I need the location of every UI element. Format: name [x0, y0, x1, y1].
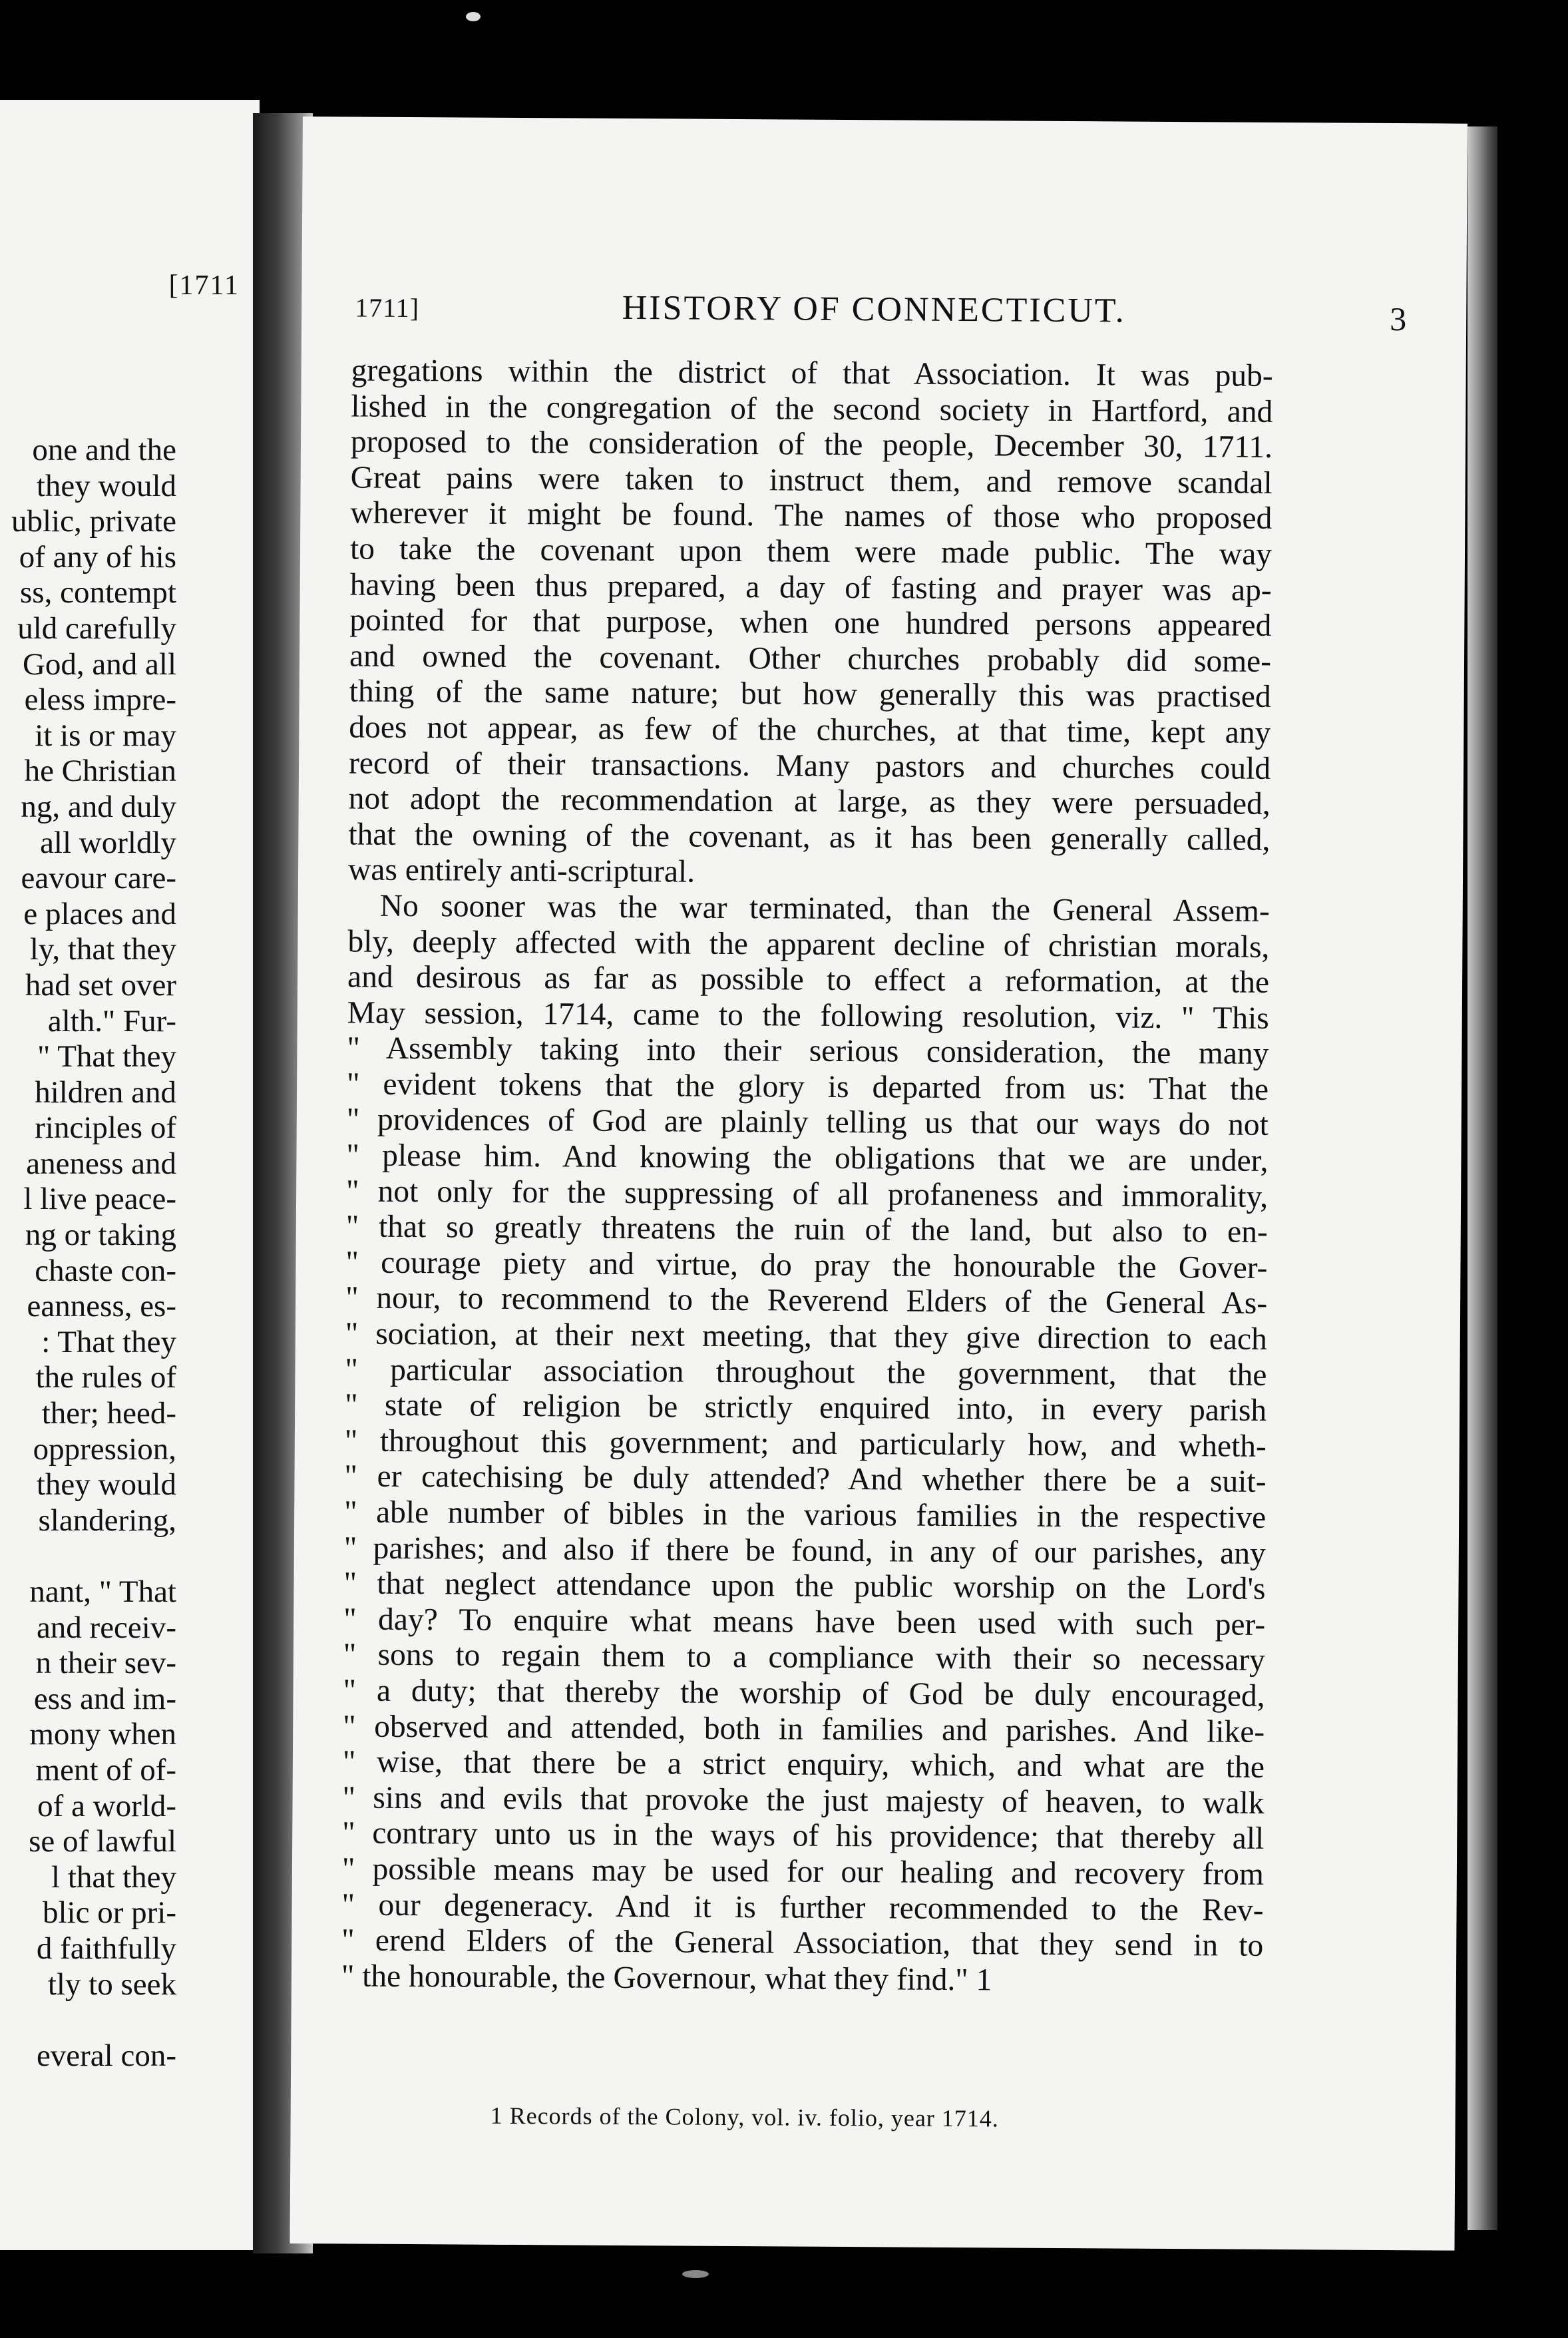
text-line: No sooner was the war terminated, than the General Assem-	[379, 888, 1270, 929]
left-page-line: se of lawful	[29, 1824, 176, 1859]
left-page-line: nant, " That	[29, 1574, 176, 1609]
left-page-line: mony when	[29, 1717, 176, 1752]
text-line: and owned the covenant. Other churches probably did some-	[349, 638, 1272, 679]
text-line: " evident tokens that the glory is departed from us: That the	[346, 1066, 1269, 1107]
left-page-line: everal con-	[36, 2038, 176, 2073]
left-page-line: uld carefully	[17, 610, 176, 646]
text-line: Great pains were taken to instruct them, and remove scandal	[350, 460, 1273, 501]
text-line: " that neglect attendance upon the public worship on the Lord's	[343, 1566, 1266, 1607]
left-page-line: one and the	[32, 433, 176, 467]
text-line: having been thus prepared, a day of fasting and prayer was ap-	[349, 567, 1272, 608]
text-line: " er catechising be duly attended? And whether there be a suit-	[344, 1459, 1267, 1500]
scan-speck	[466, 12, 481, 21]
left-page-line: l that they	[51, 1859, 176, 1895]
text-line: " a duty; that thereby the worship of God be duly encouraged,	[343, 1673, 1265, 1714]
text-line: to take the covenant upon them were made public. The way	[349, 531, 1273, 572]
page-edge	[1468, 126, 1497, 2230]
text-line: " observed and attended, both in families and parishes. And like-	[343, 1708, 1265, 1750]
text-line: " able number of bibles in the various families in the respective	[344, 1495, 1267, 1535]
left-page-line: God, and all	[22, 646, 176, 682]
left-page	[0, 100, 260, 2250]
left-page-line: ublic, private	[11, 504, 176, 539]
left-page-line	[0, 1538, 176, 1574]
text-line: " sins and evils that provoke the just majesty of heaven, to walk	[342, 1780, 1265, 1821]
text-line: pointed for that purpose, when one hundred persons appeared	[349, 602, 1272, 644]
left-page-line: they would	[36, 1467, 176, 1503]
page-number: 3	[1390, 300, 1407, 338]
header-year: 1711]	[355, 292, 420, 324]
text-line: " providences of God are plainly telling us that our ways do not	[346, 1102, 1269, 1143]
text-line: and desirous as far as possible to effect a reformation, at the	[347, 959, 1270, 1000]
text-line: does not appear, as few of the churches, at that time, kept any	[349, 710, 1271, 750]
left-page-line: they would	[36, 468, 176, 503]
left-page-line: d faithfully	[36, 1931, 176, 1966]
left-page-line: hildren and	[35, 1074, 176, 1110]
text-line: bly, deeply affected with the apparent decline of christian morals,	[347, 923, 1270, 965]
page-title: HISTORY OF CONNECTICUT.	[622, 288, 1126, 330]
text-line: May session, 1714, came to the following resolution, viz. " This	[347, 995, 1269, 1036]
text-line: " parishes; and also if there be found, in any of our parishes, any	[343, 1530, 1267, 1571]
left-page-line: blic or pri-	[43, 1895, 176, 1931]
left-page-line: ss, contempt	[20, 575, 176, 610]
text-line: gregations within the district of that Association. It was pub-	[351, 353, 1273, 393]
text-line: " sons to regain them to a compliance with their so necessary	[343, 1637, 1266, 1678]
left-page-line: ther; heed-	[41, 1396, 176, 1431]
text-line: " day? To enquire what means have been used with such per-	[343, 1602, 1266, 1642]
scan-speck	[682, 2270, 709, 2278]
text-line: " sociation, at their next meeting, that they give direction to each	[345, 1316, 1267, 1357]
left-page-line: ly, that they	[29, 932, 176, 967]
text-line: proposed to the consideration of the people, December 30, 1711.	[350, 424, 1273, 465]
text-line: " not only for the suppressing of all profaneness and immorality,	[345, 1174, 1269, 1214]
text-line: " courage piety and virtue, do pray the honourable the Gover-	[345, 1245, 1268, 1286]
left-page-line: of a world-	[37, 1788, 176, 1823]
text-line: " our degeneracy. And it is further recommended to the Rev-	[341, 1887, 1264, 1928]
left-page-line: l live peace-	[23, 1182, 176, 1217]
text-line: lished in the congregation of the second society in Hartford, and	[351, 389, 1273, 429]
left-page-line: e places and	[23, 896, 176, 931]
running-head	[355, 286, 1407, 338]
footnote: 1 Records of the Colony, vol. iv. folio, year 1714.	[490, 2102, 999, 2132]
text-line: " contrary unto us in the ways of his providence; that thereby all	[342, 1815, 1265, 1857]
left-page-line: the rules of	[35, 1360, 176, 1395]
left-page-line: had set over	[25, 967, 176, 1003]
left-page-line	[0, 2002, 176, 2038]
text-line: record of their transactions. Many pastors and churches could	[348, 745, 1271, 786]
text-line: " particular association throughout the government, that the	[345, 1352, 1267, 1393]
left-page-line: eavour care-	[21, 861, 176, 896]
left-page-line: it is or may	[35, 718, 176, 753]
left-page-line: alth." Fur-	[47, 1003, 176, 1039]
left-page-header: [1711	[168, 270, 240, 301]
left-page-line: tly to seek	[47, 1967, 176, 2002]
text-line: " state of religion be strictly enquired into, in every parish	[345, 1387, 1267, 1429]
left-page-line: all worldly	[40, 825, 176, 860]
left-page-line: chaste con-	[35, 1253, 176, 1288]
text-line: wherever it might be found. The names of those who proposed	[350, 495, 1273, 537]
text-line: " please him. And knowing the obligations that we are under,	[346, 1138, 1269, 1178]
text-line: " wise, that there be a strict enquiry, which, and what are the	[342, 1744, 1265, 1785]
left-page-line: ess and im-	[33, 1681, 176, 1716]
text-line: " throughout this government; and particularly how, and wheth-	[344, 1423, 1267, 1464]
text-line: " nour, to recommend to the Reverend Elders of the General As-	[345, 1280, 1268, 1321]
left-page-line: slandering,	[38, 1503, 176, 1538]
left-page-line: " That they	[37, 1039, 176, 1074]
left-page-line: rinciples of	[35, 1110, 176, 1146]
text-line: " erend Elders of the General Association, that they send in to	[341, 1923, 1264, 1963]
text-line: " the honourable, the Governour, what they find." 1	[341, 1959, 992, 1998]
left-page-line: : That they	[41, 1324, 176, 1359]
text-line: thing of the same nature; but how generally this was practised	[349, 674, 1271, 715]
left-page-line: n their sev-	[35, 1646, 176, 1681]
left-page-line: of any of his	[19, 539, 176, 575]
right-page	[290, 117, 1467, 2251]
left-page-line: he Christian	[24, 754, 176, 789]
left-page-line: ment of of-	[35, 1752, 176, 1787]
text-line: " possible means may be used for our healing and recovery from	[341, 1851, 1265, 1892]
left-page-text	[0, 433, 176, 2074]
text-line: was entirely anti-scriptural.	[347, 852, 695, 889]
left-page-line: oppression,	[33, 1431, 176, 1467]
left-page-line: eless impre-	[24, 682, 176, 718]
body-text	[341, 353, 1273, 2000]
text-line: " that so greatly threatens the ruin of the land, but also to en-	[345, 1209, 1268, 1250]
text-line: not adopt the recommendation at large, as they were persuaded,	[348, 781, 1271, 822]
text-line: " Assembly taking into their serious consideration, the many	[347, 1031, 1269, 1072]
left-page-line: and receiv-	[36, 1610, 176, 1645]
left-page-line: aneness and	[26, 1146, 176, 1181]
text-line: that the owning of the covenant, as it has been generally called,	[348, 817, 1271, 857]
left-page-line: eanness, es-	[27, 1289, 176, 1324]
left-page-line: ng or taking	[25, 1218, 176, 1253]
left-page-line: ng, and duly	[21, 789, 176, 824]
